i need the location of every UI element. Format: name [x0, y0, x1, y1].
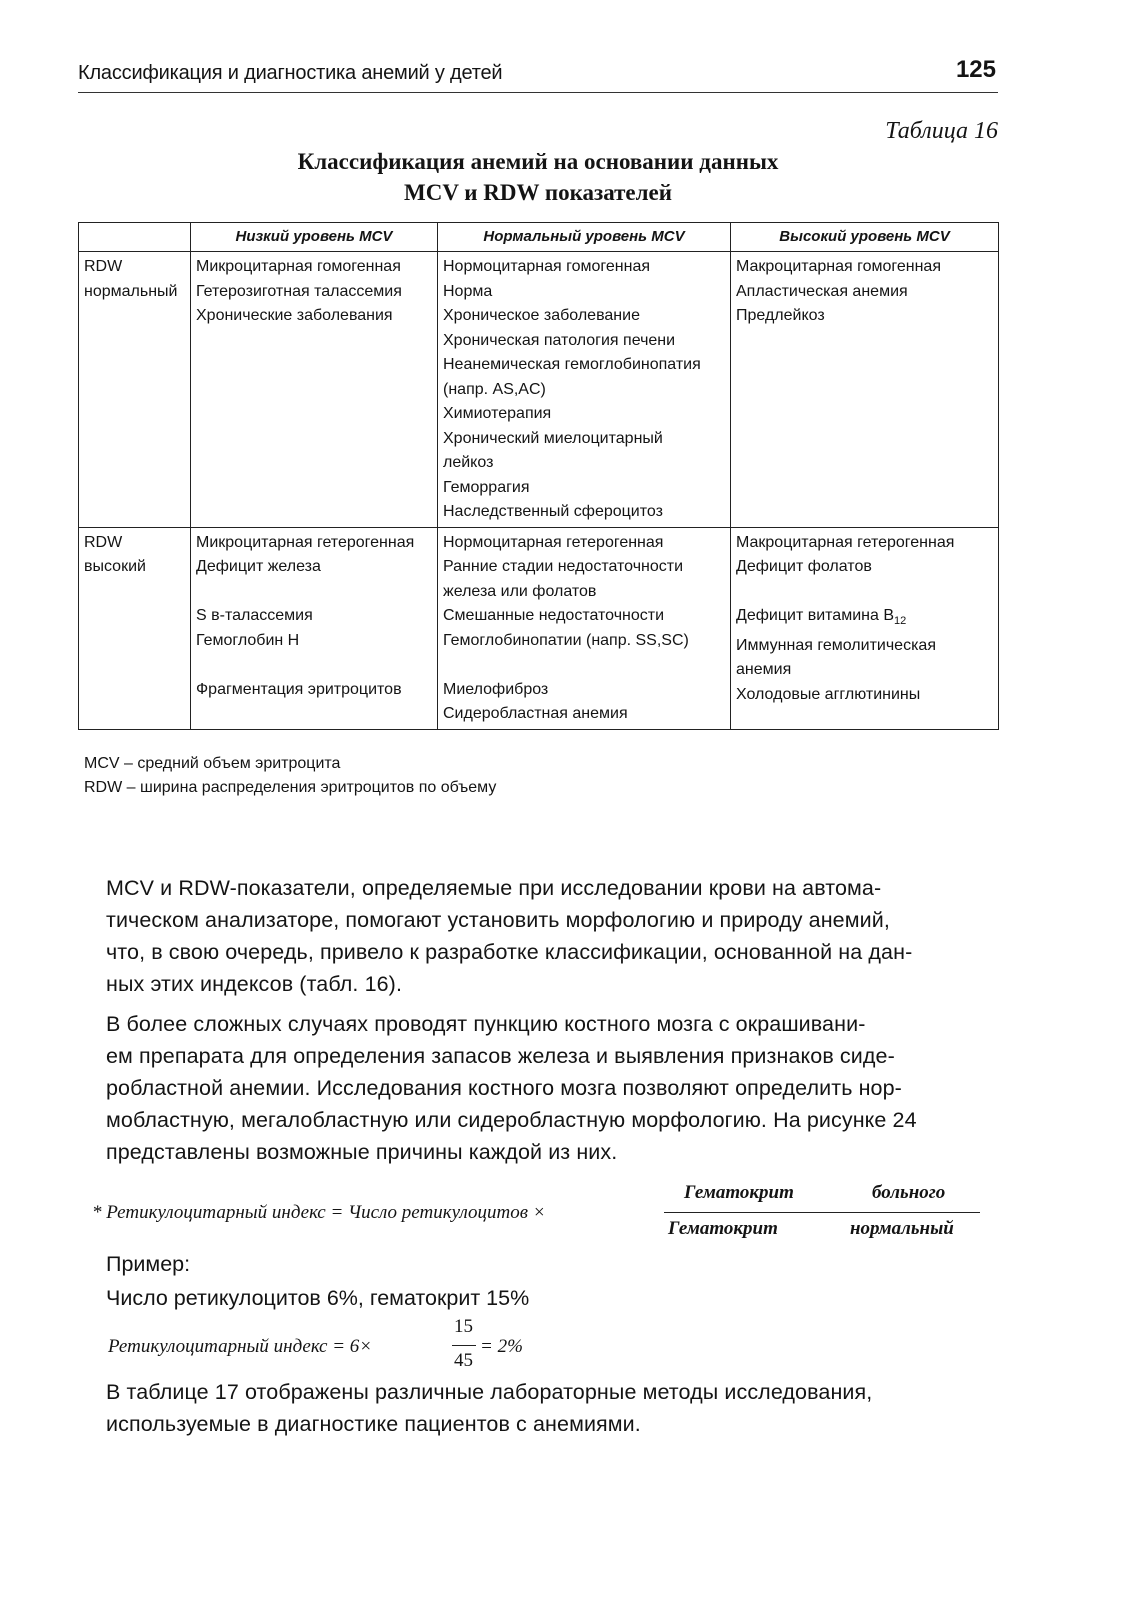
table-header-cell: Низкий уровень MCV [191, 223, 438, 252]
running-title: Классификация и диагностика анемий у детей [78, 62, 503, 84]
cell-line: RDW [84, 258, 123, 275]
low-mcv-cell [191, 252, 438, 528]
paragraph [106, 872, 998, 1000]
high-mcv-cell [731, 252, 999, 528]
cell-gap [443, 653, 726, 678]
table-header-cell: Высокий уровень MCV [731, 223, 999, 252]
fraction-bar [664, 1212, 980, 1213]
cell-line: Норма [443, 282, 493, 300]
note-line: RDW – ширина распределения эритроцитов по объему [84, 779, 497, 796]
text-line: ных этих индексов (табл. 16). [106, 972, 403, 996]
paragraph [106, 1376, 998, 1440]
cell-line: Хроническое заболевание [443, 307, 640, 324]
cell-line: Хронический миелоцитарный [443, 429, 663, 447]
cell-line: Хроническая патология печени [443, 331, 676, 349]
cell-line: Предлейкоз [736, 307, 825, 324]
vitamin-subscript: 12 [893, 615, 907, 628]
cell-line: нормальный [84, 282, 178, 300]
example-text: Число ретикулоцитов 6%, гематокрит 15% [106, 1286, 530, 1310]
table-label: Таблица 16 [885, 118, 998, 144]
text-line: В более сложных случаях проводят пункцию костного мозга с окрашивани- [106, 1012, 866, 1036]
cell-line: Микроцитарная гомогенная [196, 258, 401, 275]
cell-line: Холодовые агглютинины [736, 685, 921, 703]
table-caption [178, 146, 898, 208]
text-line: MCV и RDW-показатели, определяемые при исследовании крови на автома- [106, 876, 882, 900]
cell-line: Сидеробластная анемия [443, 705, 628, 722]
cell-line: Хронические заболевания [196, 307, 393, 324]
low-mcv-cell [191, 527, 438, 729]
cell-line: Дефицит фолатов [736, 558, 872, 575]
page-header [78, 52, 998, 93]
cell-line: (напр. AS,AC) [443, 380, 546, 398]
example-title: Пример: [106, 1252, 191, 1276]
cell-line: Нормоцитарная гетерогенная [443, 533, 664, 551]
example-calculation [108, 1316, 608, 1376]
calc-result: = 2% [480, 1336, 523, 1357]
table-header-row [79, 223, 999, 252]
text-line: используемые в диагностике пациентов с анемиями. [106, 1412, 641, 1436]
cell-line: Гемоглобинопатии (напр. SS,SC) [443, 631, 689, 649]
numerator-a: Гематокрит [684, 1182, 794, 1203]
cell-gap [196, 580, 433, 605]
row-label-cell [79, 527, 191, 729]
cell-line: высокий [84, 558, 146, 575]
calc-fraction-bar [452, 1345, 476, 1346]
cell-line: лейкоз [443, 454, 494, 471]
calc-numerator: 15 [454, 1316, 473, 1337]
calc-lhs: Ретикулоцитарный индекс = 6× [108, 1336, 373, 1357]
classification-table [78, 222, 999, 730]
normal-mcv-cell [438, 252, 731, 528]
cell-line: Дефицит железа [196, 558, 321, 575]
text-line: представлены возможные причины каждой из них. [106, 1140, 618, 1164]
cell-line: Макроцитарная гетерогенная [736, 533, 955, 551]
cell-line: Фрагментация эритроцитов [196, 680, 402, 698]
cell-line: Наследственный сфероцитоз [443, 503, 663, 520]
cell-gap [736, 580, 994, 605]
high-mcv-cell [731, 527, 999, 729]
normal-mcv-cell [438, 527, 731, 729]
cell-line: Нормоцитарная гомогенная [443, 258, 651, 275]
table-caption-line: MCV и RDW показателей [404, 180, 672, 205]
formula-lhs: * Ретикулоцитарный индекс = Число ретикулоцитов × [92, 1202, 546, 1223]
text-line: что, в свою очередь, привело к разработке классификации, основанной на дан- [106, 940, 913, 964]
note-line: MCV – средний объем эритроцита [84, 755, 341, 772]
cell-line: RDW [84, 533, 123, 551]
calc-denominator: 45 [454, 1350, 473, 1371]
cell-line: Микроцитарная гетерогенная [196, 533, 415, 551]
cell-line: Ранние стадии недостаточности [443, 558, 684, 575]
text-line: В таблице 17 отображены различные лабораторные методы исследования, [106, 1380, 873, 1404]
cell-line: Иммунная гемолитическая [736, 636, 936, 654]
table-row [79, 527, 999, 729]
text-line: тическом анализаторе, помогают установить морфологию и природу анемий, [106, 908, 890, 932]
cell-line: Химиотерапия [443, 405, 552, 422]
cell-line: S в-талассемия [196, 607, 313, 624]
table-caption-line: Классификация анемий на основании данных [297, 149, 779, 174]
paragraph [106, 1008, 998, 1168]
cell-line: железа или фолатов [443, 582, 597, 600]
cell-line: Неанемическая гемоглобинопатия [443, 356, 701, 373]
cell-line: Апластическая анемия [736, 282, 908, 300]
denominator-b: нормальный [850, 1218, 954, 1239]
cell-line: Смешанные недостаточности [443, 607, 665, 624]
denominator-a: Гематокрит [668, 1218, 778, 1239]
page-number: 125 [955, 56, 996, 83]
reticulocyte-formula [92, 1180, 992, 1250]
cell-line: Миелофиброз [443, 680, 549, 698]
cell-line: Макроцитарная гомогенная [736, 258, 941, 275]
cell-line [736, 604, 994, 634]
cell-line: Гетерозиготная талассемия [196, 282, 402, 300]
vitamin-text: Дефицит витамина B [736, 607, 894, 624]
text-line: робластной анемии. Исследования костного мозга позволяют определить нор- [106, 1076, 902, 1100]
cell-gap [196, 653, 433, 678]
table-notes [84, 752, 496, 800]
table-row [79, 252, 999, 528]
table-header-cell [79, 223, 191, 252]
table-header-cell: Нормальный уровень MCV [438, 223, 731, 252]
cell-line: анемия [736, 661, 792, 679]
text-line: ем препарата для определения запасов железа и выявления признаков сиде- [106, 1044, 895, 1068]
cell-line: Гемоглобин Н [196, 631, 300, 649]
numerator-b: больного [872, 1182, 946, 1203]
row-label-cell [79, 252, 191, 528]
text-line: мобластную, мегалобластную или сидеробластную морфологию. На рисунке 24 [106, 1108, 917, 1132]
cell-line: Геморрагия [443, 478, 530, 496]
